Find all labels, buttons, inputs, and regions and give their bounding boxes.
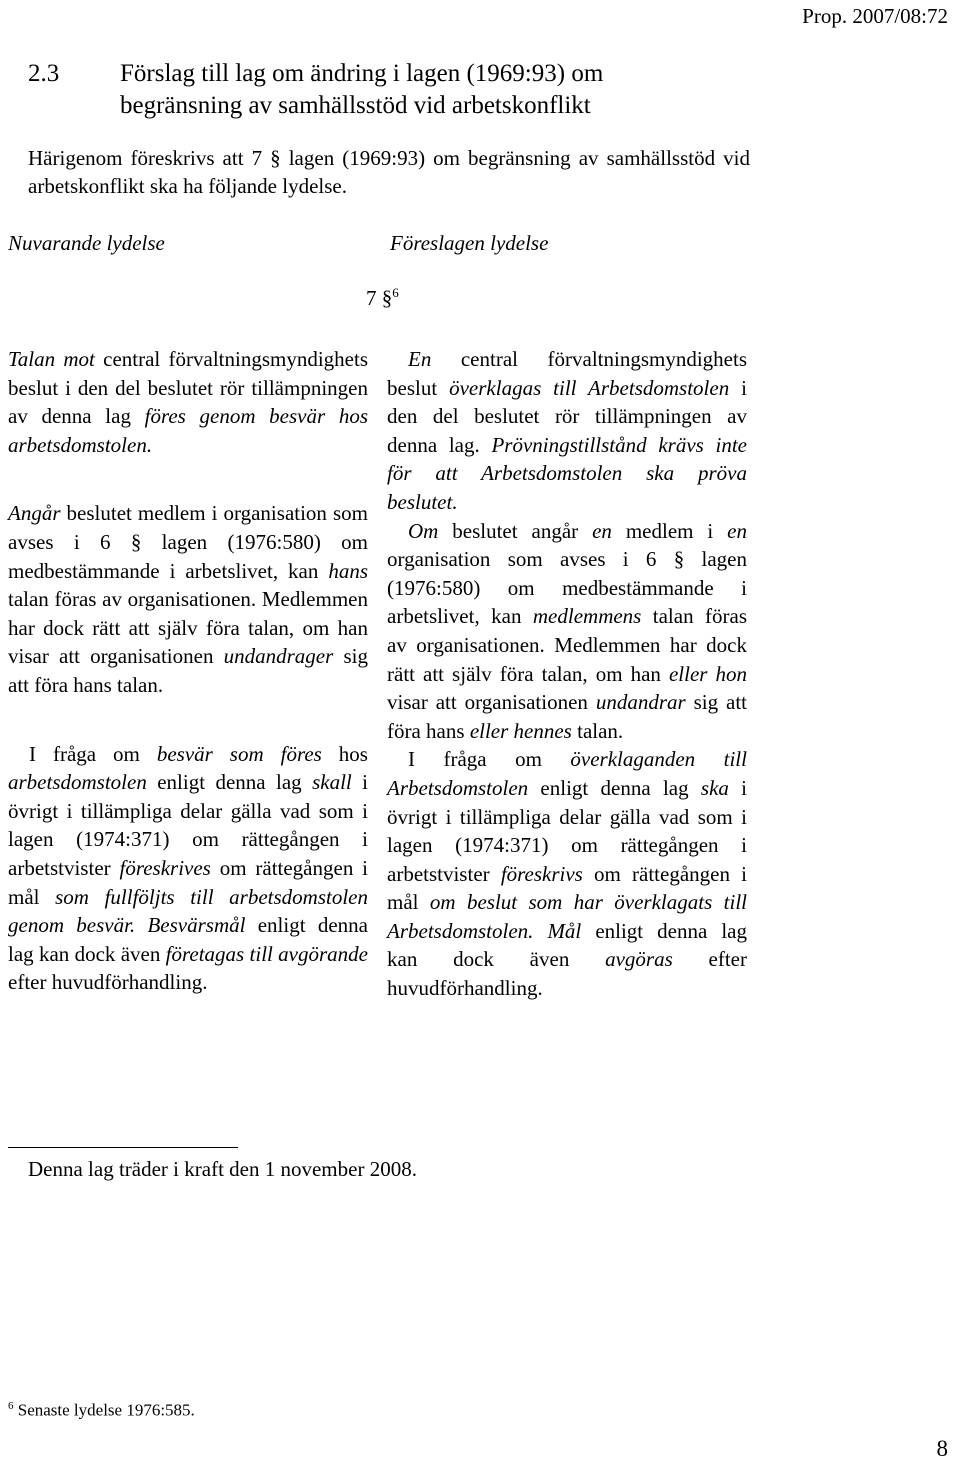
text-run: om rättegången i mål (8, 855, 368, 909)
page-number: 8 (936, 1436, 948, 1461)
text-run: efter huvudförhandling. (387, 947, 747, 1001)
heading-line-2: begränsning av samhällsstöd vid arbetskonflikt (120, 92, 591, 119)
footnote-text: Senaste lydelse 1976:585. (17, 1400, 195, 1420)
text-run: talan föras av organisationen. Medlemmen har dock rätt att själv föra talan, om han visar att organisationen (8, 587, 368, 669)
proposed-paragraph-3 (387, 745, 747, 1002)
proposed-paragraph-1 (387, 345, 747, 517)
section-reference (366, 285, 399, 311)
italic-run: Om (408, 518, 439, 543)
proposed-wording-header: Föreslagen lydelse (390, 231, 549, 255)
italic-run: arbetsdomstolen (8, 770, 147, 795)
italic-run: undandrager (223, 644, 334, 669)
text-run: organisation som avses i 6 § lagen (1976:580) om medbestämmande i arbetslivet, kan (387, 547, 747, 629)
current-wording-header: Nuvarande lydelse (8, 231, 165, 255)
italic-run: Angår (8, 501, 61, 526)
italic-run: företagas till avgörande (165, 941, 368, 966)
italic-run: Talan mot (8, 347, 95, 371)
text-run: i den del beslutet rör tillämpningen av denna lag. (387, 375, 747, 457)
italic-run: ska (700, 775, 729, 800)
heading-number: 2.3 (28, 60, 60, 87)
text-run: om rättegången i mål (387, 861, 747, 915)
section-label: 7 § (366, 286, 393, 310)
text-run: medlem i (611, 518, 728, 543)
current-wording-column (8, 345, 368, 997)
current-paragraph-2 (8, 499, 368, 699)
intro-paragraph: Härigenom föreskrivs att 7 § lagen (1969:93) om begränsning av samhällsstöd vid arbetskonflikt ska ha följande lydelse. (28, 146, 750, 198)
italic-run: föreskrives (119, 855, 211, 880)
separator-rule (8, 1147, 238, 1148)
italic-run: besvär som föres (156, 741, 322, 766)
italic-run: föres genom besvär hos arbetsdomstolen. (8, 404, 368, 457)
italic-run: överklaganden till Arbetsdomstolen (387, 747, 747, 800)
italic-run: medlemmens (532, 604, 642, 629)
text-run: enligt denna lag (146, 770, 313, 795)
text-run: beslutet medlem i organisation som avses i 6 § lagen (1976:580) om medbestämmande i arbetslivet, kan (8, 501, 368, 583)
text-run: efter huvudförhandling. (8, 970, 208, 995)
italic-run: En (408, 347, 432, 371)
text-run: talan. (571, 718, 624, 743)
text-run: talan föras av organisationen. Medlemmen har dock rätt att själv föra talan, om han (387, 604, 747, 686)
text-run: beslutet angår (438, 518, 593, 543)
text-run: i övrigt i tillämpliga delar gälla vad som i lagen (1974:371) om rättegången i arbetstvister (387, 775, 748, 886)
footnote-number: 6 (8, 1400, 14, 1412)
italic-run: undandrar (595, 690, 686, 715)
proposed-paragraph-2 (387, 517, 747, 746)
current-paragraph-1 (8, 345, 368, 459)
text-run: hos (321, 741, 368, 766)
text-run: central förvaltningsmyndighets beslut (387, 347, 747, 400)
italic-run: en (592, 518, 612, 543)
text-run: i övrigt i tillämpliga delar gälla vad som i lagen (1974:371) om rättegången i arbetstvister (8, 770, 368, 880)
text-run: enligt denna lag kan dock även (387, 918, 748, 972)
text-run: enligt denna lag kan dock även (8, 913, 368, 966)
italic-run: överklagas till Arbetsdomstolen (449, 375, 730, 400)
italic-run: skall (312, 770, 352, 795)
text-run: I fråga om (29, 741, 157, 766)
text-run: sig att föra hans talan. (8, 644, 368, 697)
italic-run: som fullföljts till arbetsdomstolen genom besvär. Besvärsmål (8, 884, 368, 938)
entry-into-force-text: Denna lag träder i kraft den 1 november 2008. (28, 1157, 417, 1181)
text-run: visar att organisationen (387, 690, 596, 715)
italic-run: eller hennes (469, 718, 572, 743)
heading-line-1: Förslag till lag om ändring i lagen (1969:93) om (120, 60, 604, 87)
italic-run: om beslut som har överklagats till Arbetsdomstolen. Mål (387, 890, 747, 943)
italic-run: en (727, 518, 747, 543)
text-run: central förvaltningsmyndighets beslut i den del beslutet rör tillämpningen av denna lag (8, 347, 368, 429)
proposed-wording-column (387, 345, 747, 1003)
italic-run: föreskrivs (500, 861, 583, 886)
footnote-marker: 6 (392, 285, 399, 300)
current-paragraph-3 (8, 740, 368, 997)
text-run: I fråga om (408, 747, 571, 772)
footnote (8, 1400, 195, 1421)
document-reference: Prop. 2007/08:72 (802, 4, 948, 28)
italic-run: avgöras (605, 947, 673, 972)
text-run: enligt denna lag (528, 775, 701, 800)
section-heading (28, 58, 603, 122)
italic-run: Prövningstillstånd krävs inte för att Arbetsdomstolen ska pröva beslutet. (387, 432, 747, 514)
italic-run: hans (328, 558, 368, 583)
text-run: sig att föra hans (387, 690, 747, 743)
italic-run: eller hon (668, 661, 747, 686)
